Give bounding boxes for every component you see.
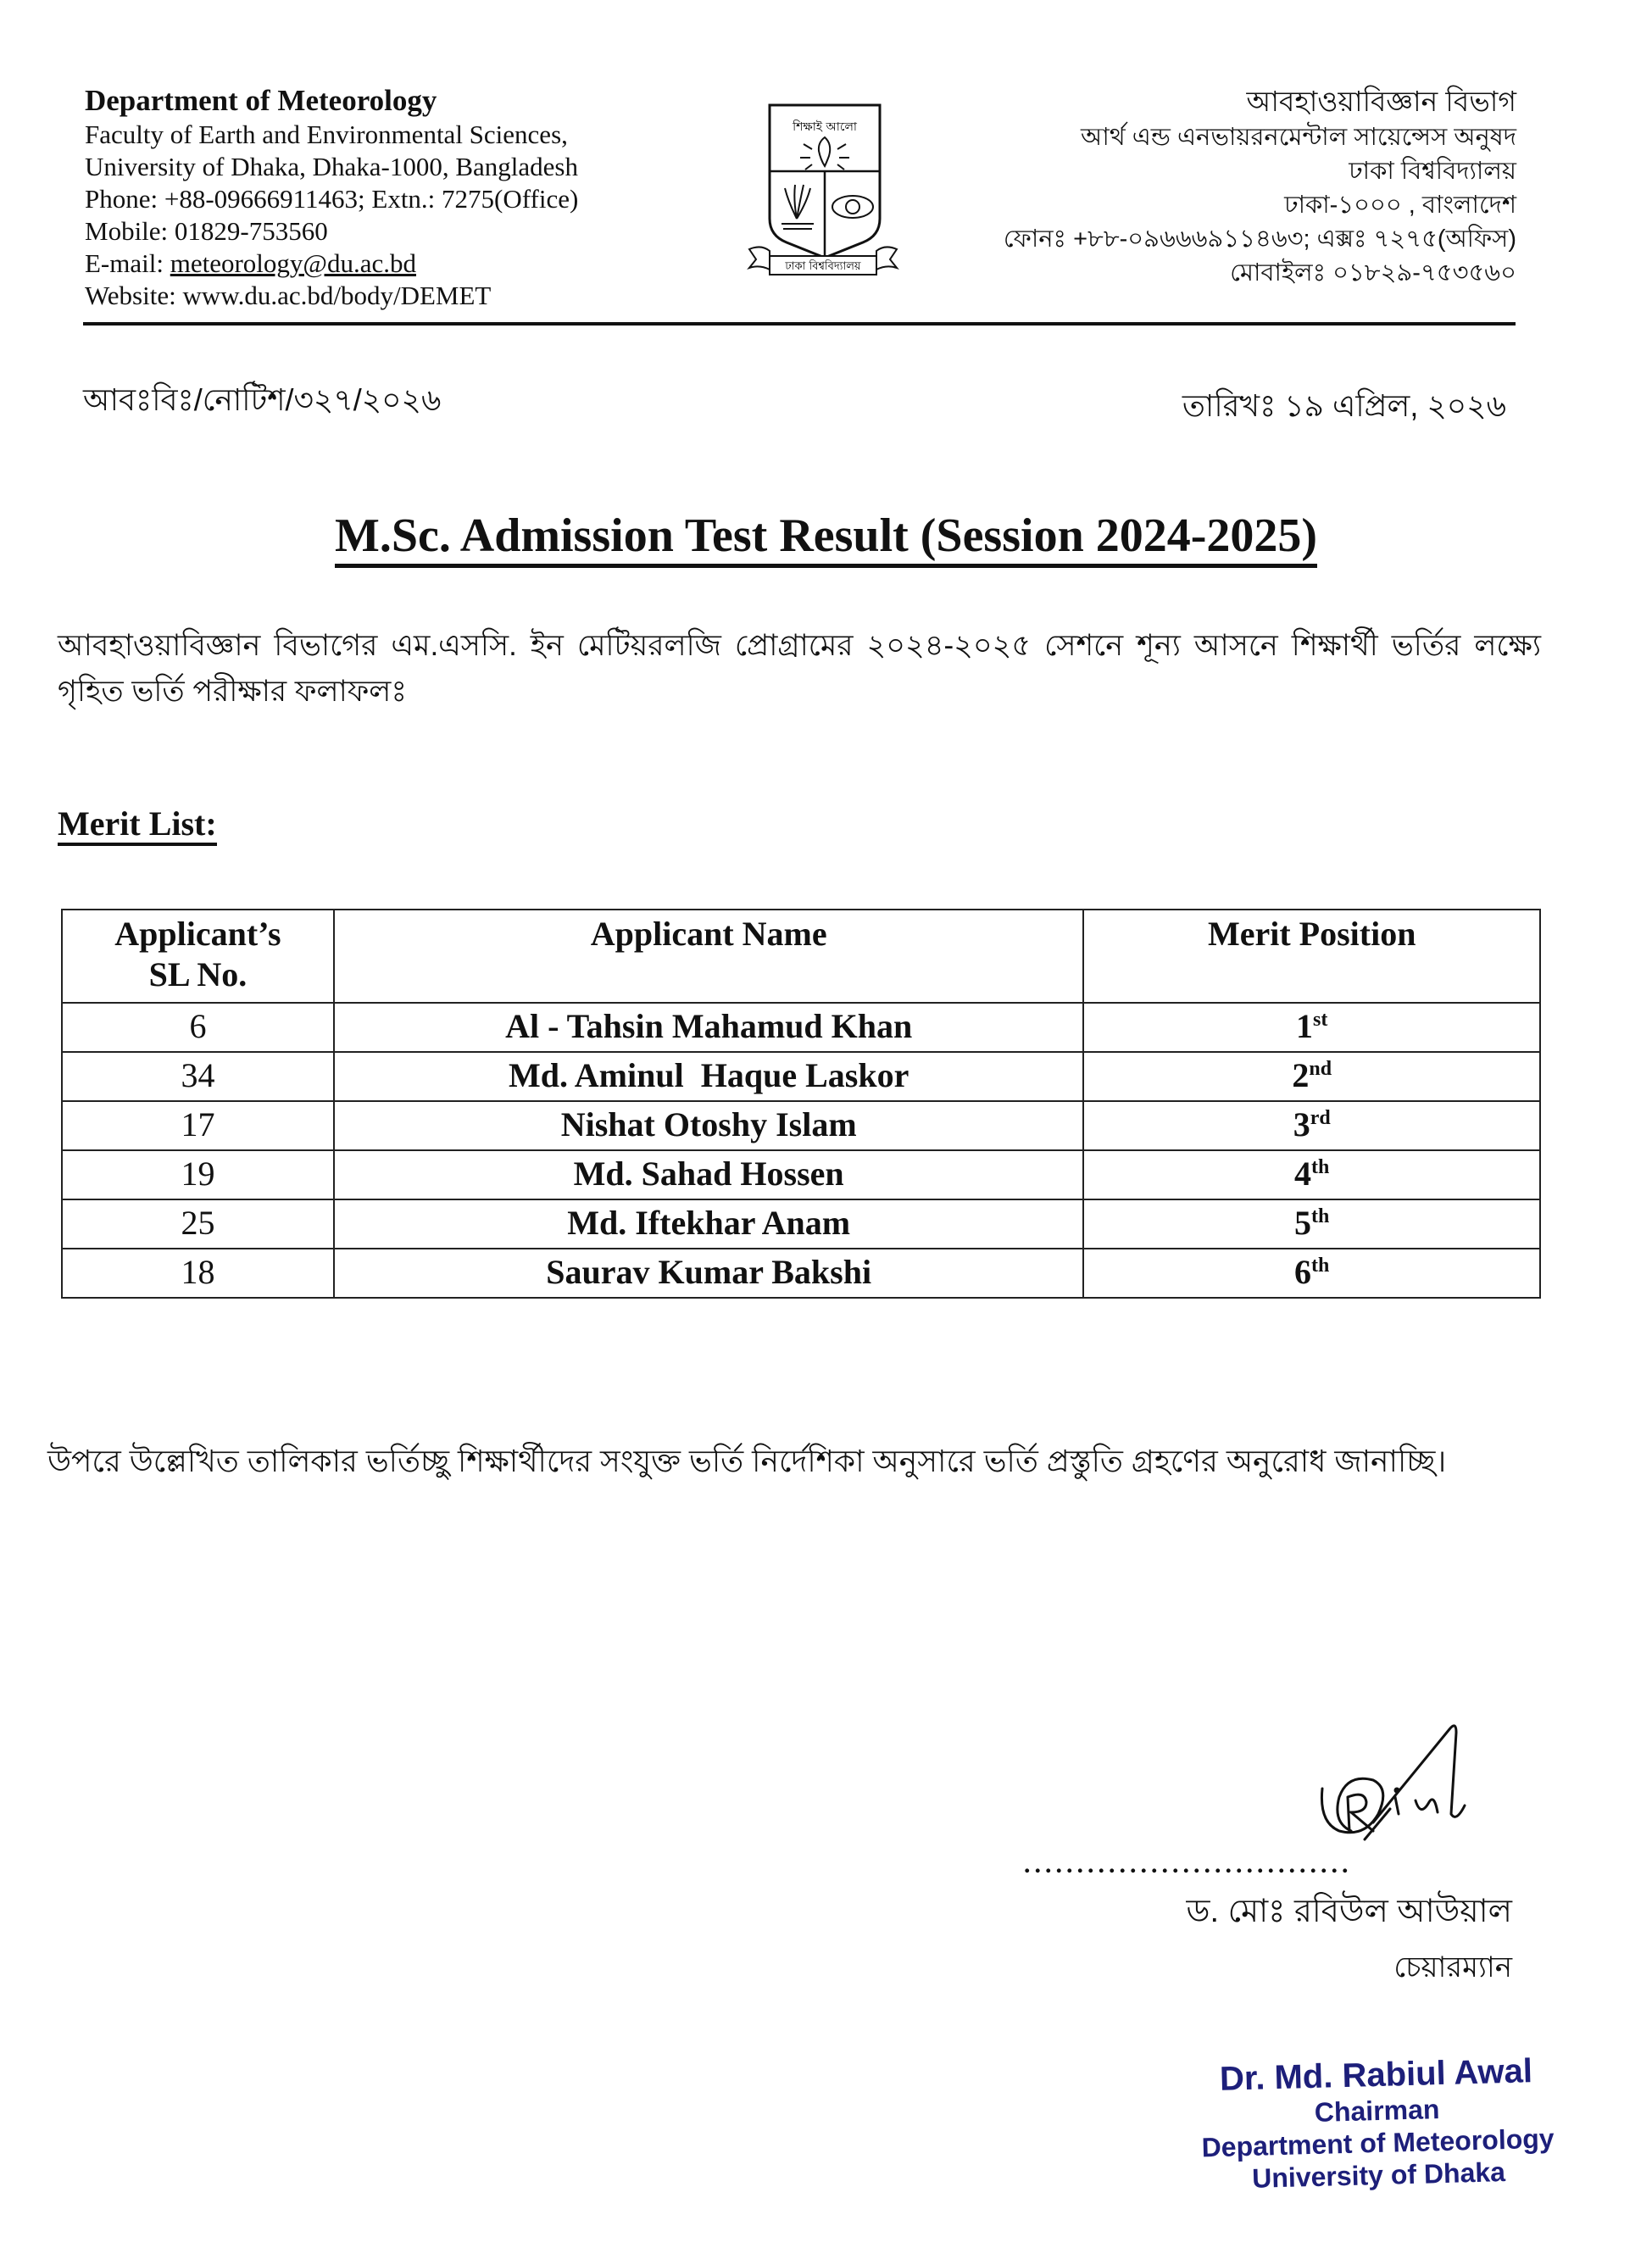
svg-text:ঢাকা বিশ্ববিদ্যালয়: ঢাকা বিশ্ববিদ্যালয় [785, 260, 861, 273]
table-row [62, 1101, 1540, 1150]
mobile-line-bn: মোবাইলঃ ০১৮২৯-৭৫৩৫৬০ [1230, 259, 1516, 287]
svg-text:শিক্ষাই আলো: শিক্ষাই আলো [793, 120, 857, 134]
cell-position: 5th [1083, 1199, 1540, 1249]
cell-position: 3rd [1083, 1101, 1540, 1150]
notice-date: তারিখঃ ১৯ এপ্রিল, ২০২৬ [1182, 388, 1506, 423]
stamp-department: Department of Meteorology [1201, 2123, 1555, 2163]
table-row [62, 1150, 1540, 1199]
cell-name: Al - Tahsin Mahamud Khan [334, 1003, 1083, 1052]
cell-sl: 17 [62, 1101, 334, 1150]
table-row [62, 1249, 1540, 1298]
cell-name: Nishat Otoshy Islam [334, 1101, 1083, 1150]
notice-reference: আবঃবিঃ/নোটিশ/৩২৭/২০২৬ [83, 382, 442, 417]
table-row [62, 1199, 1540, 1249]
page-title: M.Sc. Admission Test Result (Session 2024-2025) [0, 509, 1652, 563]
stamp-name: Dr. Md. Rabiul Awal [1219, 2052, 1533, 2098]
cell-position: 6th [1083, 1249, 1540, 1298]
phone-line-bn: ফোনঃ +৮৮-০৯৬৬৬৯১১৪৬৩; এক্সঃ ৭২৭৫(অফিস) [1003, 225, 1516, 253]
cell-sl: 18 [62, 1249, 334, 1298]
cell-name: Md. Iftekhar Anam [334, 1199, 1083, 1249]
cell-position: 2nd [1083, 1052, 1540, 1101]
university-address: University of Dhaka, Dhaka-1000, Bangladesh [85, 152, 578, 181]
cell-sl: 19 [62, 1150, 334, 1199]
intro-paragraph: আবহাওয়াবিজ্ঞান বিভাগের এম.এসসি. ইন মেটিয়রলজি প্রোগ্রামের ২০২৪-২০২৫ সেশনে শূন্য আসনে শিক্ষার্থী ভর্তির লক্ষ্যে গৃহিত ভর্তি পরীক্ষার ফলাফলঃ [58, 629, 1541, 708]
cell-name: Saurav Kumar Bakshi [334, 1249, 1083, 1298]
cell-position: 1st [1083, 1003, 1540, 1052]
cell-sl: 6 [62, 1003, 334, 1052]
table-header-row [62, 910, 1540, 1003]
cell-name: Md. Aminul Haque Laskor [334, 1052, 1083, 1101]
cell-position: 4th [1083, 1150, 1540, 1199]
website-line: Website: www.du.ac.bd/body/DEMET [85, 281, 492, 310]
faculty-name: Faculty of Earth and Environmental Sciences, [85, 120, 568, 149]
merit-list-heading: Merit List: [58, 805, 217, 846]
cell-name: Md. Sahad Hossen [334, 1150, 1083, 1199]
header-english-block [85, 83, 678, 312]
header-bengali-block [855, 83, 1516, 290]
address-bn: ঢাকা-১০০০ , বাংলাদেশ [1284, 192, 1516, 219]
column-header-position: Merit Position [1083, 910, 1540, 1003]
phone-line: Phone: +88-09666911463; Extn.: 7275(Office) [85, 184, 579, 214]
stamp-university: University of Dhaka [1251, 2156, 1506, 2194]
signatory-title-bn: চেয়ারম্যান [1393, 1951, 1512, 1984]
cell-sl: 25 [62, 1199, 334, 1249]
official-stamp [1181, 2050, 1574, 2196]
email-line [85, 248, 678, 280]
handwritten-signature-icon [1314, 1712, 1483, 1856]
header-divider [83, 322, 1516, 326]
email-link[interactable]: meteorology@du.ac.bd [170, 248, 416, 278]
university-name-bn: ঢাকা বিশ্ববিদ্যালয় [1349, 158, 1516, 185]
column-header-name: Applicant Name [334, 910, 1083, 1003]
signature-dotted-line: ............................... [1024, 1850, 1353, 1878]
department-name-bn: আবহাওয়াবিজ্ঞান বিভাগ [1246, 86, 1516, 117]
table-row [62, 1052, 1540, 1101]
stamp-title: Chairman [1314, 2094, 1440, 2128]
merit-list-table [61, 909, 1541, 1299]
closing-paragraph: উপরে উল্লেখিত তালিকার ভর্তিচ্ছু শিক্ষার্থীদের সংযুক্ত ভর্তি নির্দেশিকা অনুসারে ভর্তি প্রস্তুতি গ্রহণের অনুরোধ জানাচ্ছি। [47, 1444, 1447, 1478]
column-header-sl: Applicant’s SL No. [62, 910, 334, 1003]
signatory-name-bn: ড. মোঃ রবিউল আউয়াল [1186, 1894, 1512, 1929]
faculty-name-bn: আর্থ এন্ড এনভায়রনমেন্টাল সায়েন্সেস অনুষদ [1081, 124, 1516, 151]
email-label: E-mail: [85, 248, 170, 278]
table-row [62, 1003, 1540, 1052]
department-name: Department of Meteorology [85, 84, 437, 117]
cell-sl: 34 [62, 1052, 334, 1101]
mobile-line: Mobile: 01829-753560 [85, 216, 328, 246]
